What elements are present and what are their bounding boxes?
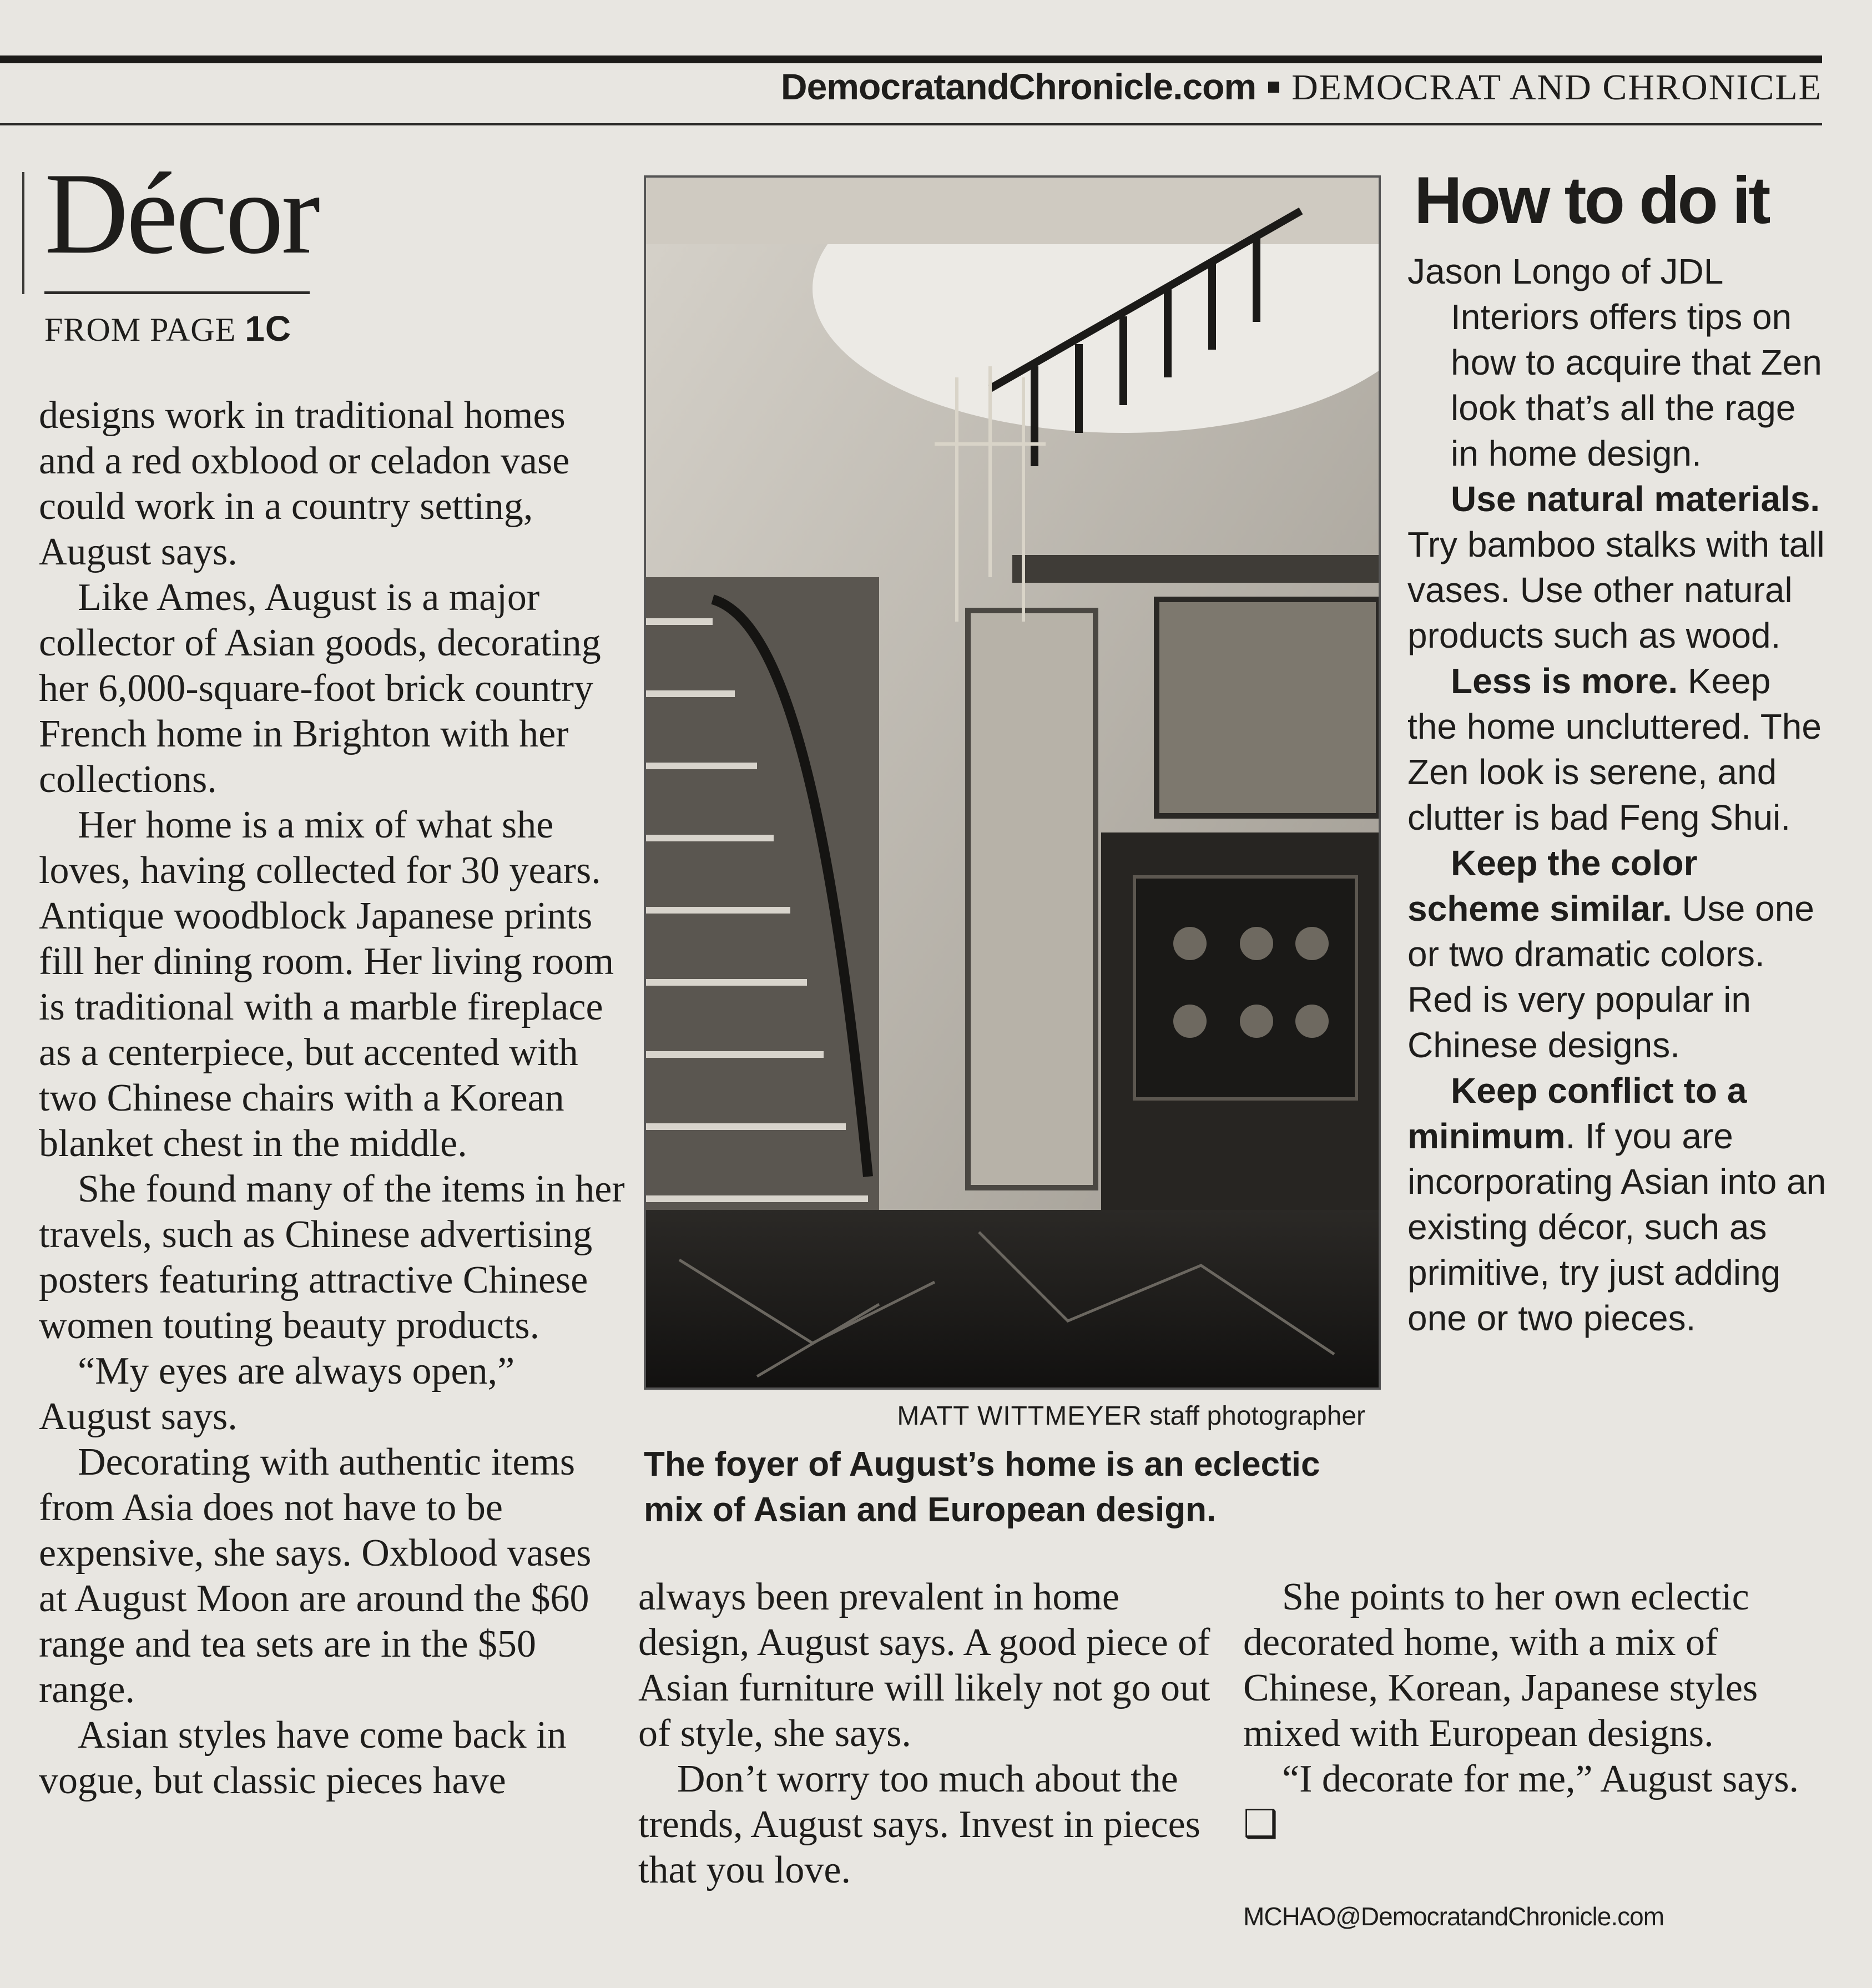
- paragraph: always been prevalent in home design, August says. A good piece of Asian furniture will likely not go out of style, she says.: [638, 1576, 1210, 1755]
- tip-heading: Keep the color scheme similar.: [1407, 843, 1698, 929]
- tip-item: [1407, 1068, 1829, 1341]
- top-rule: [0, 55, 1822, 63]
- tip-heading: Use natural materials.: [1451, 479, 1820, 519]
- masthead-rule: [0, 123, 1822, 125]
- paragraph: Like Ames, August is a major collector of Asian goods, decorating her 6,000-square-foot brick country French home in Brighton with her collections.: [39, 576, 601, 801]
- section-title: Décor: [44, 149, 319, 278]
- paragraph: Asian styles have come back in vogue, but classic pieces have: [39, 1714, 567, 1802]
- photo-caption: The foyer of August’s home is an eclectic mix of Asian and European design.: [644, 1445, 1320, 1529]
- tips-sidebar: [1407, 249, 1829, 1341]
- photo-credit: [644, 1401, 1365, 1431]
- tip-item: [1407, 840, 1829, 1068]
- tip-body: . If you are incorporating Asian into an existing décor, such as primitive, try just adding one or two pieces.: [1407, 1116, 1826, 1338]
- paragraph: “I decorate for me,” August says. ❑: [1243, 1758, 1799, 1846]
- paragraph: Decorating with authentic items from Asia does not have to be expensive, she says. Oxblood vases at August Moon are around the $60 range and tea sets are in the $50 range.: [39, 1441, 592, 1711]
- article-column-1: [39, 393, 627, 1804]
- tip-body: Try bamboo stalks with tall vases. Use other natural products such as wood.: [1407, 524, 1825, 655]
- tip-item: [1407, 476, 1829, 658]
- column-divider: [22, 172, 24, 294]
- paragraph: She points to her own eclectic decorated home, with a mix of Chinese, Korean, Japanese styles mixed with European designs.: [1243, 1576, 1758, 1755]
- foyer-photo: [644, 175, 1381, 1390]
- article-column-3: [1243, 1575, 1820, 1848]
- foyer-photo-illustration: [646, 178, 1379, 1387]
- paragraph: Don’t worry too much about the trends, August says. Invest in pieces that you love.: [638, 1758, 1200, 1891]
- photographer-role: staff photographer: [1149, 1401, 1365, 1431]
- paragraph: Her home is a mix of what she loves, having collected for 30 years. Antique woodblock Japanese prints fill her dining room. Her living room is traditional with a marble fireplace as a centerpiece, but accented with two Chinese chairs with a Korean blanket chest in the middle.: [39, 804, 614, 1165]
- author-email: MCHAO@DemocratandChronicle.com: [1243, 1902, 1664, 1931]
- masthead-site: DemocratandChronicle.com: [780, 66, 1257, 107]
- tip-body: Keep the home uncluttered. The Zen look is serene, and clutter is bad Feng Shui.: [1407, 661, 1821, 837]
- masthead-paper-name: DEMOCRAT AND CHRONICLE: [1291, 67, 1822, 108]
- tip-body: Use one or two dramatic colors. Red is very popular in Chinese designs.: [1407, 889, 1814, 1065]
- sidebar-title: How to do it: [1414, 163, 1769, 238]
- paragraph: designs work in traditional homes and a red oxblood or celadon vase could work in a country setting, August says.: [39, 394, 570, 573]
- paragraph: She found many of the items in her travels, such as Chinese advertising posters featuring attractive Chinese women touting beauty products.: [39, 1168, 625, 1347]
- tip-heading: Keep conflict to a minimum: [1407, 1071, 1747, 1156]
- photographer-name: MATT WITTMEYER: [897, 1401, 1142, 1431]
- paragraph: “My eyes are always open,” August says.: [39, 1350, 515, 1438]
- tip-item: [1407, 658, 1829, 840]
- tip-heading: Less is more.: [1451, 661, 1678, 701]
- section-title-rule: [44, 291, 310, 294]
- jump-label: FROM PAGE: [44, 311, 236, 348]
- masthead-separator: [1268, 82, 1279, 93]
- masthead: [781, 65, 1822, 109]
- sidebar-intro: Jason Longo of JDL Interiors offers tips on how to acquire that Zen look that’s all the rage in home design.: [1407, 251, 1822, 473]
- jump-page: 1C: [245, 309, 292, 349]
- article-column-2: [638, 1575, 1215, 1893]
- jump-line: [44, 308, 291, 349]
